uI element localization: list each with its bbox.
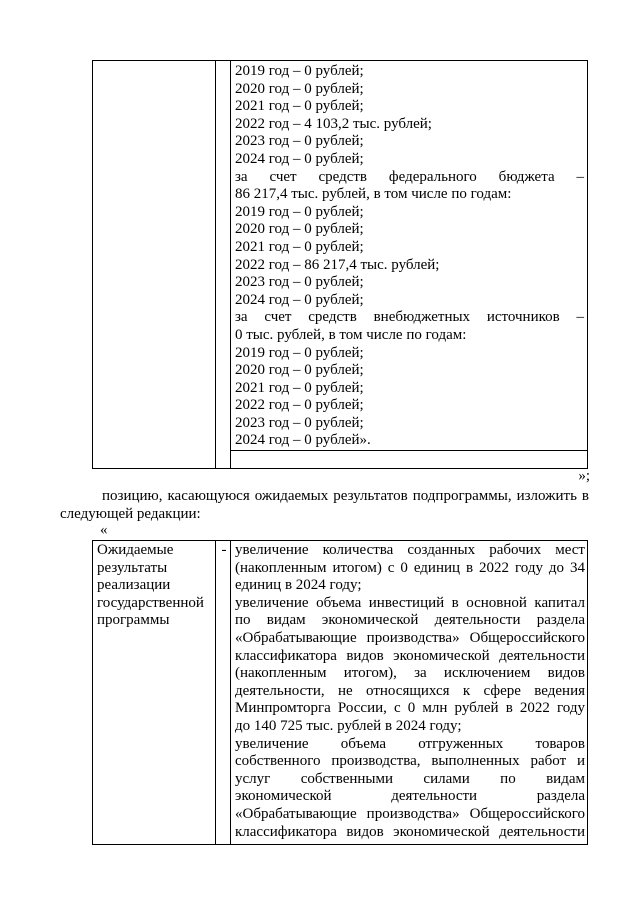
label-line: реализации: [97, 577, 171, 594]
dash-cell: [219, 542, 229, 560]
result-line: (накопленным итогом), за исключением видов: [235, 665, 585, 682]
result-line: по видам экономической деятельности раздела: [235, 612, 585, 629]
funding-line: 2020 год – 0 рублей;: [235, 221, 364, 238]
result-line: классификатора видов экономической деятельности: [235, 647, 585, 664]
funding-line: 2023 год – 0 рублей;: [235, 274, 364, 291]
result-line: экономической деятельности раздела: [235, 788, 585, 805]
paragraph-line: следующей редакции:: [60, 506, 201, 522]
dash-text: -: [221, 542, 227, 558]
result-line: (накопленным итогом) с 0 единиц в 2022 году до 34: [235, 559, 585, 576]
table-divider: [215, 61, 216, 468]
funding-line: 2019 год – 0 рублей;: [235, 63, 364, 79]
funding-line: 2024 год – 0 рублей;: [235, 291, 364, 308]
result-line: увеличение объема отгруженных товаров: [235, 735, 585, 752]
funding-line: 2024 год – 0 рублей».: [235, 432, 371, 449]
funding-line: за счет средств федерального бюджета –: [235, 168, 584, 185]
funding-line: 2024 год – 0 рублей;: [235, 150, 364, 167]
result-line: классификатора видов экономической деятельности: [235, 823, 585, 840]
funding-line: 86 217,4 тыс. рублей, в том числе по годам:: [235, 186, 512, 203]
funding-line: за счет средств внебюджетных источников –: [235, 309, 584, 326]
funding-line: 0 тыс. рублей, в том числе по годам:: [235, 326, 467, 343]
result-line: собственного производства, выполненных работ и: [235, 753, 585, 770]
results-text-cell: [235, 542, 585, 841]
funding-line: 2020 год – 0 рублей;: [235, 362, 364, 379]
funding-line: 2023 год – 0 рублей;: [235, 414, 364, 431]
result-line: «Обрабатывающие производства» Общероссийского: [235, 805, 585, 822]
results-label-cell: [97, 542, 213, 630]
funding-line: 2019 год – 0 рублей;: [235, 203, 364, 220]
label-line: результаты: [97, 559, 168, 576]
result-line: Минпромторга России, с 0 млн рублей в 2022 году: [235, 700, 585, 717]
table-row-divider: [230, 450, 587, 451]
result-line: единиц в 2024 году;: [235, 577, 362, 594]
funding-line: 2020 год – 0 рублей;: [235, 80, 364, 97]
table-divider: [230, 61, 231, 468]
funding-line: 2022 год – 86 217,4 тыс. рублей;: [235, 256, 440, 273]
result-line: увеличение количества созданных рабочих мест: [235, 542, 585, 558]
results-table: [92, 540, 588, 845]
funding-line: 2021 год – 0 рублей;: [235, 98, 364, 115]
label-line: Ожидаемые: [97, 542, 174, 558]
funding-cell: [235, 63, 584, 450]
closing-quote: »;: [578, 468, 590, 484]
paragraph-line: позицию, касающуюся ожидаемых результатов подпрограммы, изложить в: [102, 488, 589, 504]
table-divider: [230, 541, 231, 844]
funding-line: 2019 год – 0 рублей;: [235, 344, 364, 361]
funding-line: 2022 год – 0 рублей;: [235, 397, 364, 414]
funding-line: 2022 год – 4 103,2 тыс. рублей;: [235, 115, 432, 132]
result-line: «Обрабатывающие производства» Общероссийского: [235, 629, 585, 646]
result-line: услуг собственными силами по видам: [235, 770, 585, 787]
result-line: деятельности, не относящихся к сфере ведения: [235, 682, 585, 699]
result-line: до 140 725 тыс. рублей в 2024 году;: [235, 717, 462, 734]
funding-line: 2023 год – 0 рублей;: [235, 133, 364, 150]
opening-quote: «: [100, 522, 108, 538]
table-divider: [215, 541, 216, 844]
funding-table: [92, 60, 588, 469]
funding-line: 2021 год – 0 рублей;: [235, 379, 364, 396]
label-line: программы: [97, 612, 170, 629]
label-line: государственной: [97, 594, 204, 611]
result-line: увеличение объема инвестиций в основной капитал: [235, 594, 585, 611]
funding-line: 2021 год – 0 рублей;: [235, 238, 364, 255]
